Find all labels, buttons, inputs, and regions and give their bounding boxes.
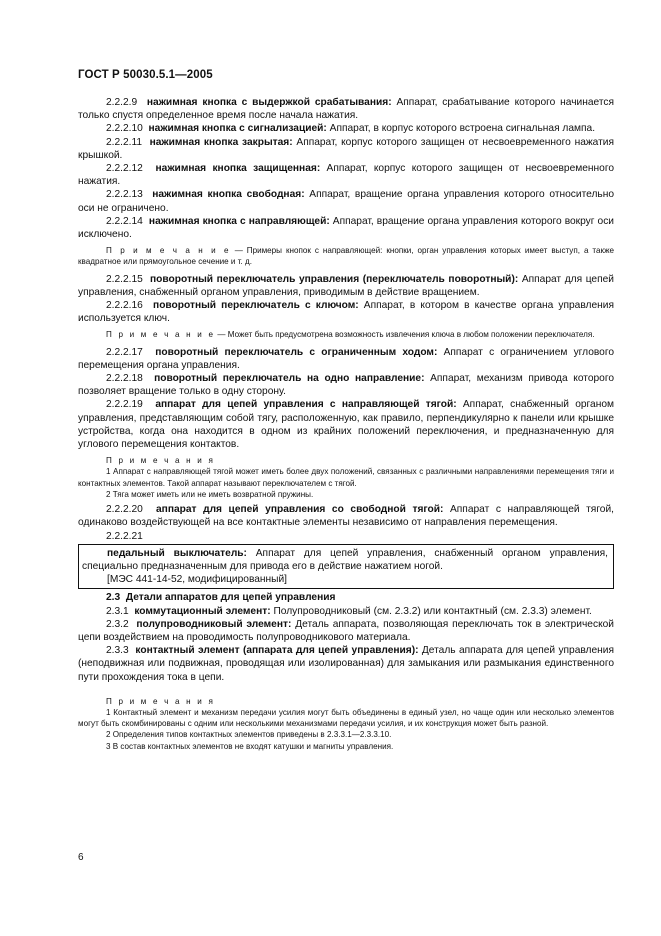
- notes-contact-label: П р и м е ч а н и я: [106, 696, 216, 706]
- entry-2-2-2-9: 2.2.2.9 нажимная кнопка с выдержкой срабатывания: Аппарат, срабатывание которого начинается только спустя определенное время после начала нажатия.: [78, 97, 614, 122]
- reference-mes: [МЭС 441-14-52, модифицированный]: [107, 574, 288, 586]
- entry-2-2-2-21-number: 2.2.2.21: [106, 530, 143, 542]
- entry-2-2-2-15: 2.2.2.15 поворотный переключатель управления (переключатель поворотный): Аппарат для цепей управления, снабженный органом управления, приводимым в действие вращением.: [78, 273, 614, 298]
- entry-2-2-2-21: педальный выключатель: Аппарат для цепей управления, снабженный органом управления, специально предназначенным для привода его в действие нажатием ногой.: [82, 547, 608, 572]
- notes-rod-item-2: 2 Тяга может иметь или не иметь возвратной пружины.: [106, 489, 314, 499]
- entry-2-2-2-13: 2.2.2.13 нажимная кнопка свободная: Аппарат, вращение органа управления которого относительно оси не ограничено.: [78, 189, 614, 214]
- page-header: ГОСТ Р 50030.5.1—2005: [78, 69, 213, 81]
- page-number: 6: [78, 852, 84, 863]
- entry-2-2-2-14: 2.2.2.14 нажимная кнопка с направляющей: Аппарат, вращение органа управления которого вокруг оси исключено.: [78, 215, 614, 241]
- entry-2-2-2-19: 2.2.2.19 аппарат для цепей управления с направляющей тягой: Аппарат, снабженный органом управления, представляющим собой тягу, расположенную, как правило, перпендикулярно к панели или крышке устройства, когда она находится в одном из крайних положений переключения, и предназначенную для углового перемещения контактов.: [78, 399, 614, 451]
- modified-definition-box: [78, 544, 614, 590]
- entry-2-2-2-10: 2.2.2.10 нажимная кнопка с сигнализацией: Аппарат, в корпус которого встроена сигнальная лампа.: [106, 123, 596, 135]
- notes-contact-item-1: 1 Контактный элемент и механизм передачи усилия могут быть объединены в единый узел, но чаще один или несколько элементов могут быть скомбинированы с одним или несколькими механизмами передачи усилия, и их конструкция может быть разной.: [78, 707, 614, 729]
- section-heading: 2.3 Детали аппаратов для цепей управления: [106, 592, 336, 604]
- entry-2-2-2-16: 2.2.2.16 поворотный переключатель с ключом: Аппарат, в котором в качестве органа управления используется ключ.: [78, 300, 614, 325]
- entry-2-2-2-17: 2.2.2.17 поворотный переключатель с ограниченным ходом: Аппарат с ограничением углового перемещения органа управления.: [78, 346, 615, 371]
- note-buttons: П р и м е ч а н и е — Примеры кнопок с направляющей: кнопки, орган управления которых имеет выступ, а также квадратное или прямоугольное сечение и т. д.: [78, 246, 614, 267]
- notes-rod-label: П р и м е ч а н и я: [106, 456, 216, 466]
- entry-2-2-2-12: 2.2.2.12 нажимная кнопка защищенная: Аппарат, корпус которого защищен от несвоевременного нажатия.: [78, 163, 614, 188]
- note-key: П р и м е ч а н и е — Может быть предусмотрена возможность извлечения ключа в любом положении переключателя.: [106, 330, 595, 340]
- entry-2-3-3: 2.3.3 контактный элемент (аппарата для цепей управления): Деталь аппарата для цепей управления (неподвижная или подвижная, проводящая или изолированная) для замыкания или размыкания единственного пути прохождения тока в цепи.: [78, 645, 615, 683]
- entry-2-3-2: 2.3.2 полупроводниковый элемент: Деталь аппарата, позволяющая переключать ток в электрической цепи воздействием на проводимость полупроводникового материала.: [78, 618, 614, 643]
- entry-2-2-2-18: 2.2.2.18 поворотный переключатель на одно направление: Аппарат, механизм привода которого позволяет вращение только в одну сторону.: [78, 373, 614, 398]
- document-body: [78, 96, 614, 752]
- notes-contact-item-2: 2 Определения типов контактных элементов приведены в 2.3.3.1—2.3.3.10.: [106, 730, 392, 740]
- notes-rod-item-1: 1 Аппарат с направляющей тягой может иметь более двух положений, связанных с различными направлениями перемещения тяги и контактных элементов. Такой аппарат называют переключателем с тягой.: [78, 467, 614, 488]
- entry-2-2-2-20: 2.2.2.20 аппарат для цепей управления со свободной тягой: Аппарат с направляющей тягой, одинаково воздействующей на все контактные элементы независимо от направления перемещения.: [78, 504, 614, 529]
- entry-2-2-2-11: 2.2.2.11 нажимная кнопка закрытая: Аппарат, корпус которого защищен от несвоевременного нажатия крышкой.: [78, 136, 614, 161]
- entry-2-3-1: 2.3.1 коммутационный элемент: Полупроводниковый (см. 2.3.2) или контактный (см. 2.3.3) элемент.: [106, 605, 592, 617]
- notes-contact-item-3: 3 В состав контактных элементов не входят катушки и магниты управления.: [106, 741, 394, 751]
